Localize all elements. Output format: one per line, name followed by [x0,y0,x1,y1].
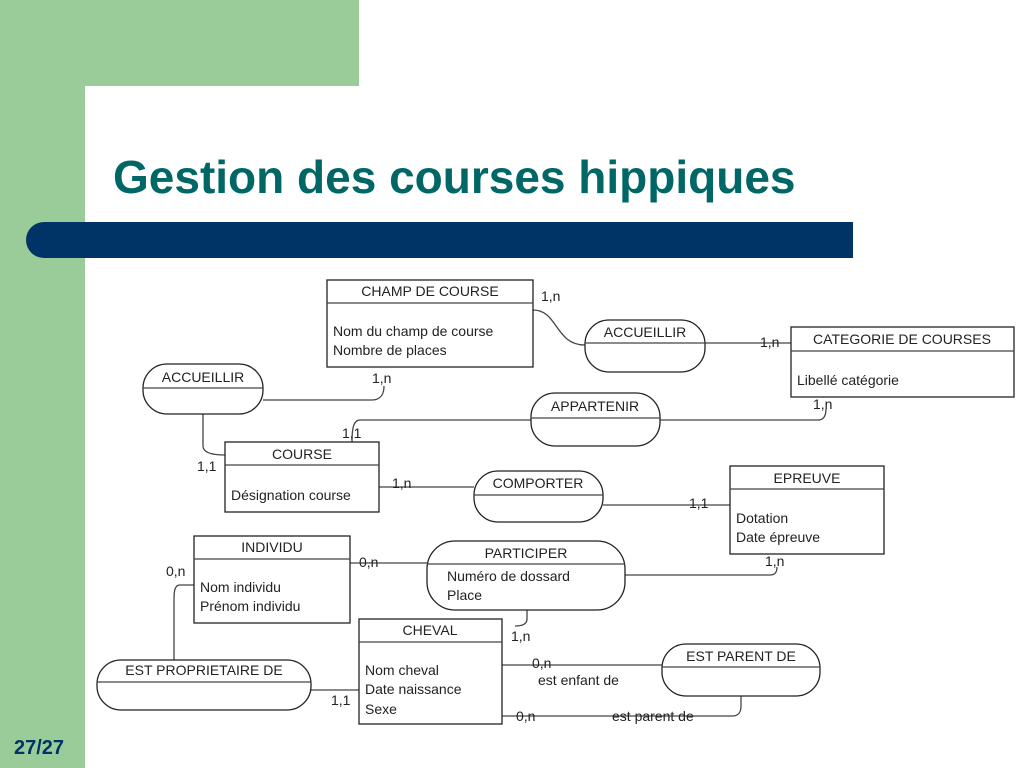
line-appartenir-course [352,420,531,442]
entity-cheval [359,619,502,724]
role-label-enfant: est enfant de [538,672,619,688]
entity-attr: Nom cheval [365,662,439,678]
entity-name: CATEGORIE DE COURSES [813,331,991,347]
cardinality-label: 1,1 [689,495,709,511]
relation-comporter [474,471,603,522]
line-accueillir2-course [203,414,225,455]
line-champ-accueillir [533,310,585,345]
entity-attr: Dotation [736,510,789,526]
relation-attr: Numéro de dossard [447,568,570,584]
entity-course [225,442,379,512]
relation-name: EST PROPRIETAIRE DE [125,662,283,678]
line-individu-proprietaire [174,585,194,660]
cardinality-label: 1,n [392,475,412,491]
entity-name: CHAMP DE COURSE [361,283,499,299]
cardinality-label: 1,n [541,288,561,304]
entity-attr: Nom du champ de course [333,323,494,339]
cardinality-label: 1,n [813,396,833,412]
relation-attr: Place [447,587,483,603]
relation-accueillir-champ-course [143,364,263,414]
relation-accueillir-champ-categorie [585,320,705,372]
entity-attr: Nombre de places [333,342,447,358]
cardinality-label: 1,n [372,370,392,386]
cardinality-label: 0,n [532,655,552,671]
entity-attr: Nom individu [200,579,281,595]
relation-name: COMPORTER [492,475,584,491]
relation-name: ACCUEILLIR [603,324,687,340]
line-participer-cheval [515,610,527,626]
entity-champ-de-course [327,280,533,367]
cardinality-label: 0,n [166,563,186,579]
page-number: 27/27 [14,737,65,759]
cardinality-label: 1,n [765,553,785,569]
relation-appartenir [531,393,660,446]
cardinality-label: 1,n [511,628,531,644]
relation-name: EST PARENT DE [686,648,796,664]
entity-epreuve [730,466,884,554]
cardinality-label: 0,n [359,554,379,570]
entity-name: EPREUVE [773,470,841,486]
line-participer-epreuve [625,567,777,575]
entity-name: COURSE [272,446,332,462]
relation-name: APPARTENIR [550,398,640,414]
relation-participer [427,541,625,610]
entity-individu [194,536,350,623]
entity-name: CHEVAL [402,622,458,638]
entity-attr: Date naissance [365,681,462,697]
relation-est-parent-de [662,644,820,696]
cardinality-label: 0,n [516,708,536,724]
entity-name: INDIVIDU [241,539,303,555]
line-appartenir-categorie [660,409,826,420]
entity-attr: Désignation course [231,487,351,503]
entity-categorie-de-courses [791,327,1014,397]
entity-attr: Prénom individu [200,598,301,614]
line-accueillir2-champ [263,386,384,400]
cardinality-label: 1,n [760,334,780,350]
slide-title: Gestion des courses hippiques [113,151,796,203]
entity-attr: Libellé catégorie [797,372,899,388]
relation-est-proprietaire-de [97,660,311,710]
cardinality-label: 1,1 [342,425,362,441]
cardinality-label: 1,1 [197,458,217,474]
entity-attr: Sexe [365,701,397,717]
role-label-parent: est parent de [612,708,694,724]
cardinality-label: 1,1 [331,692,351,708]
relation-name: ACCUEILLIR [161,369,245,385]
relation-name: PARTICIPER [484,545,568,561]
entity-attr: Date épreuve [736,529,821,545]
